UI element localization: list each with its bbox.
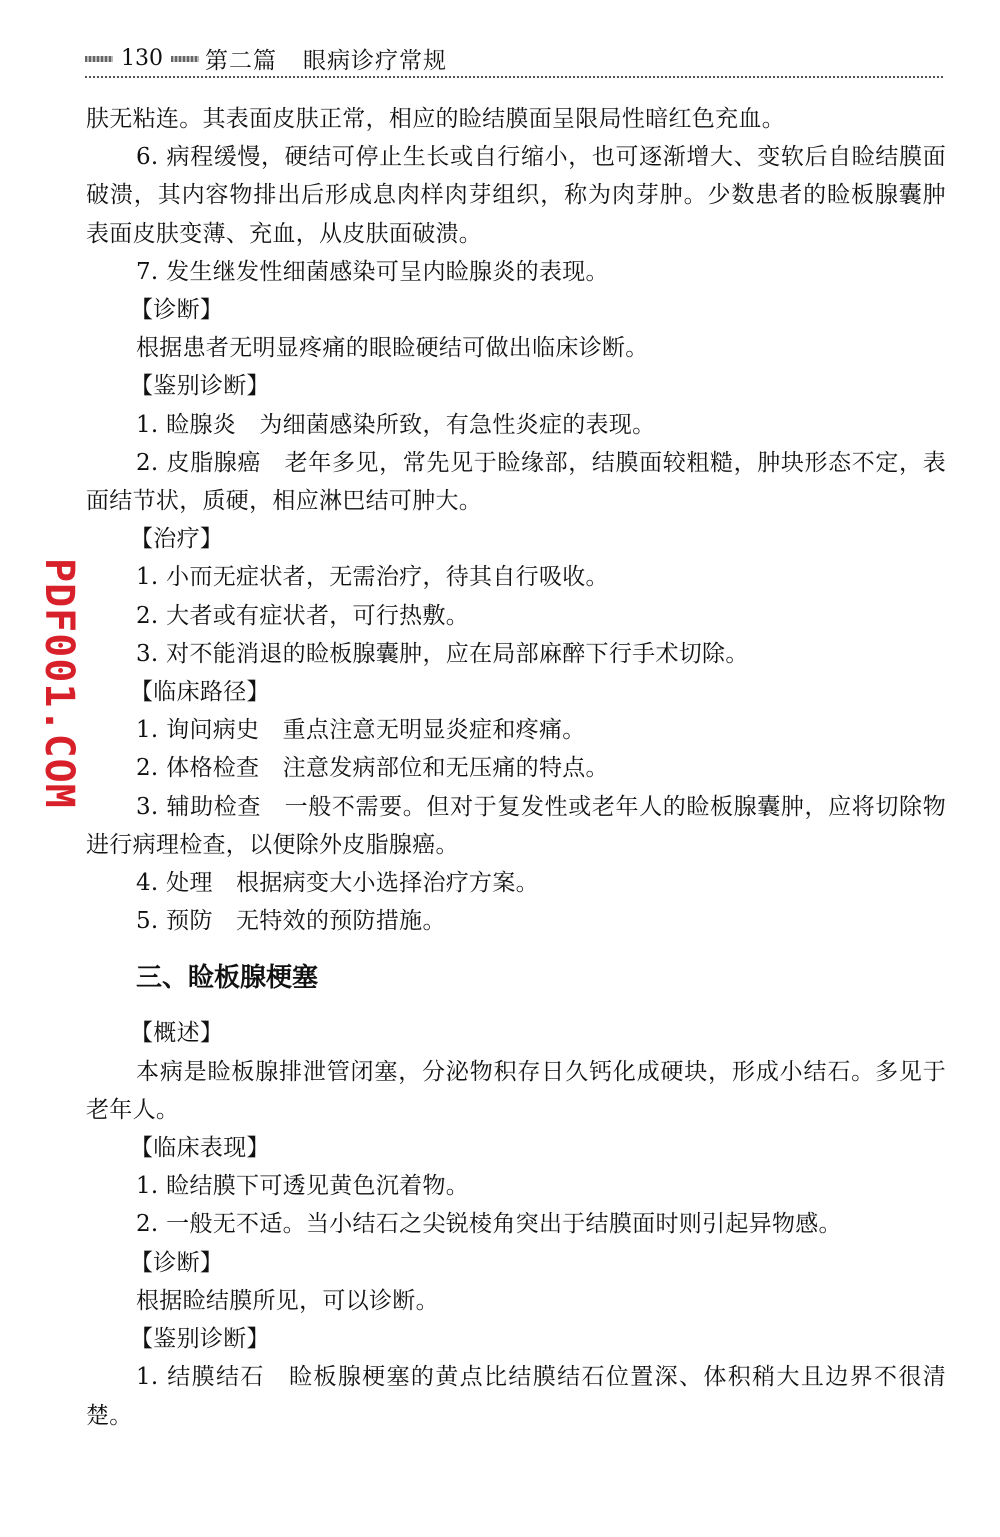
list-item: 2. 皮脂腺癌 老年多见，常先见于睑缘部，结膜面较粗糙，肿块形态不定，表面结节状，质硬，相应淋巴结可肿大。 [86,449,946,515]
list-item: 1. 睑腺炎 为细菌感染所致，有急性炎症的表现。 [136,411,656,438]
list-item: 1. 睑结膜下可透见黄色沉着物。 [136,1173,470,1200]
section-heading: 【概述】 [130,1020,224,1047]
chapter-title: 眼病诊疗常规 [303,48,447,74]
section-heading: 【治疗】 [130,526,224,553]
header-ornament-left [85,56,113,62]
paragraph: 根据睑结膜所见，可以诊断。 [136,1287,439,1314]
paragraph: 肤无粘连。其表面皮肤正常，相应的睑结膜面呈限局性暗红色充血。 [86,106,785,132]
section-heading: 【临床路径】 [130,679,270,706]
section-heading: 【鉴别诊断】 [130,373,270,400]
page-header [85,36,943,78]
paragraph: 本病是睑板腺排泄管闭塞，分泌物积存日久钙化成硬块，形成小结石。多见于老年人。 [86,1058,946,1123]
list-item: 7. 发生继发性细菌感染可呈内睑腺炎的表现。 [136,258,609,285]
list-item: 1. 结膜结石 睑板腺梗塞的黄点比结膜结石位置深、体积稍大且边界不很清楚。 [86,1364,946,1429]
section-heading: 【诊断】 [130,297,224,324]
list-item: 5. 预防 无特效的预防措施。 [136,908,446,935]
list-item: 4. 处理 根据病变大小选择治疗方案。 [136,870,539,897]
header-ornament-right [171,56,199,62]
paragraph: 根据患者无明显疼痛的眼睑硬结可做出临床诊断。 [136,335,649,362]
chapter-section-title: 三、睑板腺梗塞 [136,963,319,994]
header-line [85,42,447,75]
list-item: 3. 对不能消退的睑板腺囊肿，应在局部麻醉下行手术切除。 [136,640,749,667]
list-item: 1. 询问病史 重点注意无明显炎症和疼痛。 [136,717,586,744]
list-item: 2. 大者或有症状者，可行热敷。 [136,602,470,629]
page-number: 130 [121,46,163,71]
section-heading: 【临床表现】 [130,1135,270,1162]
list-item: 2. 体格检查 注意发病部位和无压痛的特点。 [136,755,609,782]
list-item: 6. 病程缓慢，硬结可停止生长或自行缩小，也可逐渐增大、变软后自睑结膜面破溃，其内容物排出后形成息肉样肉芽组织，称为肉芽肿。少数患者的睑板腺囊肿表面皮肤变薄、充血，从皮肤面破溃。 [86,144,946,247]
list-item: 3. 辅助检查 一般不需要。但对于复发性或老年人的睑板腺囊肿，应将切除物进行病理检查，以便除外皮脂腺癌。 [86,793,946,858]
list-item: 1. 小而无症状者，无需治疗，待其自行吸收。 [136,564,609,591]
section-heading: 【诊断】 [130,1249,224,1276]
list-item: 2. 一般无不适。当小结石之尖锐棱角突出于结膜面时则引起异物感。 [136,1211,842,1238]
page-body [86,100,946,1435]
watermark [36,558,84,809]
section-heading: 【鉴别诊断】 [130,1326,270,1353]
part-label: 第二篇 [205,48,277,74]
watermark-text: PDF001.COM [36,558,82,809]
